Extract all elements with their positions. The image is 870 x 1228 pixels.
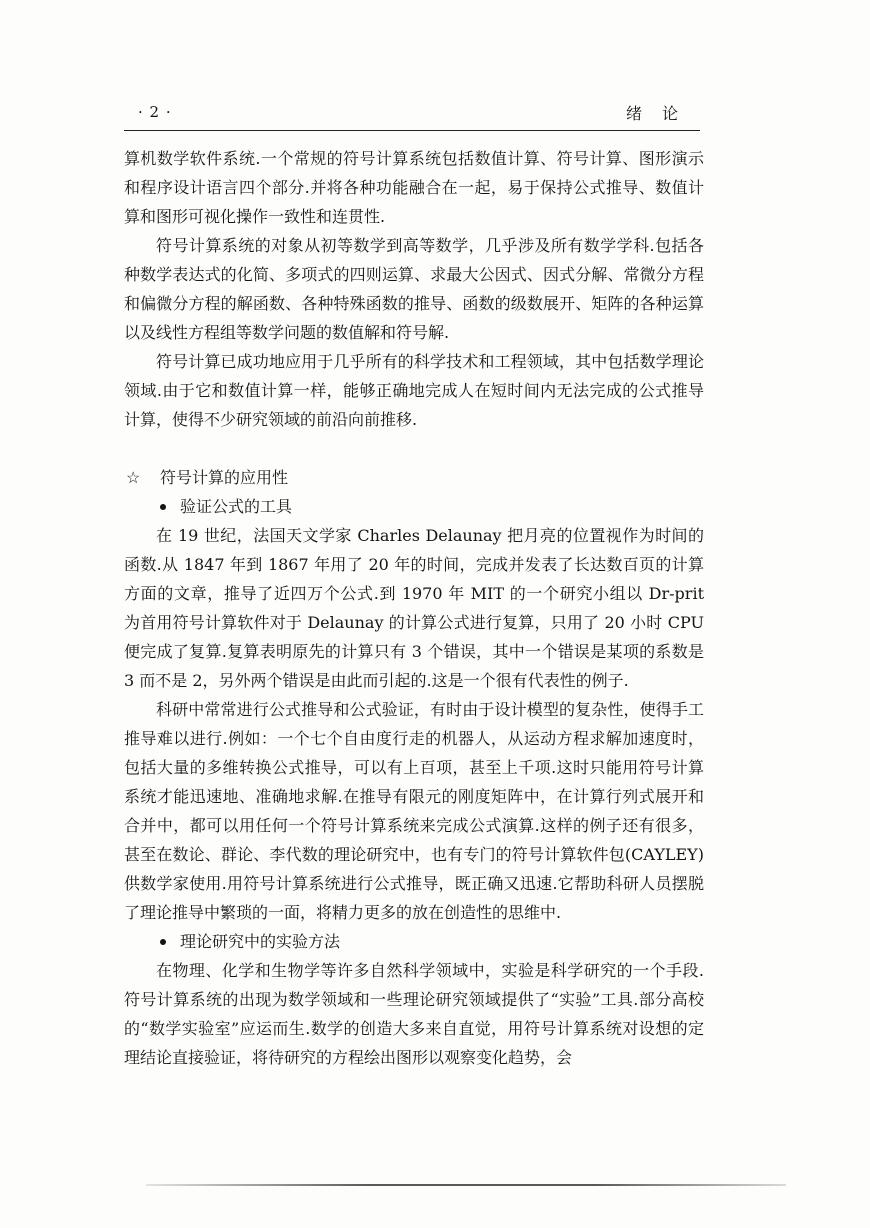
paragraph: 在物理、化学和生物学等许多自然科学领域中，实验是科学研究的一个手段.符号计算系统的出现为数学领域和一些理论研究领域提供了“实验”工具.部分高校的“数学实验室”应运而生.数学的创造大多来自直觉，用符号计算系统对设想的定理结论直接验证，将待研究的方程绘出图形以观察变化趋势，会 bbox=[124, 961, 704, 1067]
paragraph: 在 19 世纪，法国天文学家 Charles Delaunay 把月亮的位置视作为时间的函数.从 1847 年到 1867 年用了 20 年的时间，完成并发表了长达数百页的计算方面的文章，推导了近四万个公式.到 1970 年 MIT 的一个研究小组以 Dr-prit 为首用符号计算软件对于 Delaunay 的计算公式进行复算，只用了 20 小时 CPU 便完成了复算.复算表明原先的计算只有 3 个错误，其中一个错误是某项的系数是 3 而不是 2，另外两个错误是由此而引起的.这是一个很有代表性的例子. bbox=[124, 526, 704, 690]
paragraph-continued: 算机数学软件系统.一个常规的符号计算系统包括数值计算、符号计算、图形演示和程序设计语言四个部分.并将各种功能融合在一起，易于保持公式推导、数值计算和图形可视化操作一致性和连贯性. bbox=[124, 149, 704, 226]
page-header bbox=[124, 96, 700, 131]
sub-heading bbox=[124, 492, 704, 521]
page-number: · 2 · bbox=[138, 103, 172, 121]
star-outline-icon: ☆ bbox=[126, 468, 141, 487]
bullet-icon bbox=[160, 939, 166, 945]
paragraph: 符号计算已成功地应用于几乎所有的科学技术和工程领域，其中包括数学理论领域.由于它和数值计算一样，能够正确地完成人在短时间内无法完成的公式推导计算，使得不少研究领域的前沿向前推移. bbox=[124, 352, 704, 429]
footer-rule bbox=[146, 1184, 786, 1186]
paragraph: 科研中常常进行公式推导和公式验证，有时由于设计模型的复杂性，使得手工推导难以进行.例如：一个七个自由度行走的机器人，从运动方程求解加速度时，包括大量的多维转换公式推导，可以有上百项，甚至上千项.这时只能用符号计算系统才能迅速地、准确地求解.在推导有限元的刚度矩阵中，在计算行列式展开和合并中，都可以用任何一个符号计算系统来完成公式演算.这样的例子还有很多，甚至在数论、群论、李代数的理论研究中，也有专门的符号计算软件包(CAYLEY)供数学家使用.用符号计算系统进行公式推导，既正确又迅速.它帮助科研人员摆脱了理论推导中繁琐的一面，将精力更多的放在创造性的思维中. bbox=[124, 700, 704, 922]
page-body bbox=[124, 144, 704, 1072]
sub-heading-text: 验证公式的工具 bbox=[180, 497, 293, 516]
chapter-title: 绪论 bbox=[625, 104, 698, 123]
section-heading bbox=[124, 463, 704, 492]
sub-heading-text: 理论研究中的实验方法 bbox=[180, 932, 341, 951]
bullet-icon bbox=[160, 504, 166, 510]
paragraph: 符号计算系统的对象从初等数学到高等数学，几乎涉及所有数学学科.包括各种数学表达式的化简、多项式的四则运算、求最大公因式、因式分解、常微分方程和偏微分方程的解函数、各种特殊函数的推导、函数的级数展开、矩阵的各种运算以及线性方程组等数学问题的数值解和符号解. bbox=[124, 236, 704, 342]
section-heading-text: 符号计算的应用性 bbox=[160, 468, 289, 487]
sub-heading bbox=[124, 927, 704, 956]
